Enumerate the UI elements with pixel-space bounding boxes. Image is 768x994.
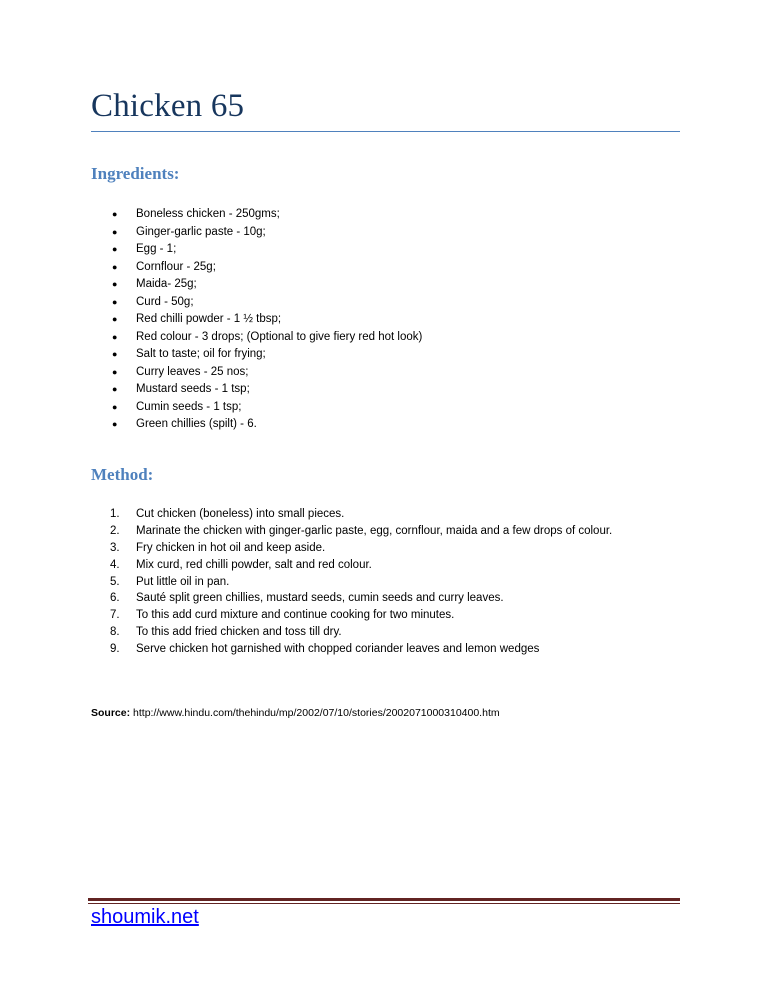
bullet-icon: ●: [112, 366, 118, 377]
method-list: [108, 506, 612, 658]
ingredients-list: [108, 206, 422, 434]
bullet-icon: ●: [112, 401, 118, 412]
step-number: 4.: [110, 558, 120, 571]
ingredient-text: Curd - 50g;: [136, 295, 194, 308]
step-text: To this add curd mixture and continue cooking for two minutes.: [136, 609, 455, 622]
ingredient-text: Egg - 1;: [136, 243, 177, 255]
title-divider: [91, 131, 680, 132]
bullet-icon: ●: [112, 349, 118, 359]
step-text: Serve chicken hot garnished with chopped coriander leaves and lemon wedges: [136, 643, 540, 656]
ingredient-item: [108, 381, 422, 399]
ingredient-text: Salt to taste; oil for frying;: [136, 348, 266, 360]
bullet-icon: ●: [112, 226, 118, 237]
footer-divider-thin: [88, 903, 680, 904]
ingredient-item: [108, 311, 422, 329]
ingredient-item: [108, 241, 422, 259]
method-step: [108, 523, 612, 540]
step-number: 3.: [110, 541, 120, 554]
step-number: 6.: [110, 592, 120, 605]
ingredient-text: Cumin seeds - 1 tsp;: [136, 400, 242, 413]
ingredient-item: [108, 346, 422, 364]
bullet-icon: ●: [112, 331, 118, 342]
ingredient-item: [108, 294, 422, 312]
bullet-icon: ●: [112, 314, 118, 324]
method-step: [108, 607, 612, 624]
method-step: [108, 590, 612, 607]
ingredient-text: Cornflour - 25g;: [136, 260, 216, 273]
ingredient-text: Curry leaves - 25 nos;: [136, 365, 249, 378]
step-text: Fry chicken in hot oil and keep aside.: [136, 541, 326, 554]
step-number: 2.: [110, 524, 120, 537]
page-title: Chicken 65: [91, 88, 245, 124]
method-heading: Method:: [91, 465, 154, 484]
footer-site-link[interactable]: shoumik.net: [91, 906, 199, 928]
step-text: Put little oil in pan.: [136, 575, 230, 588]
bullet-icon: ●: [112, 244, 118, 254]
bullet-icon: ●: [112, 261, 118, 272]
ingredients-heading: Ingredients:: [91, 164, 180, 183]
bullet-icon: ●: [112, 209, 118, 219]
ingredient-item: [108, 276, 422, 294]
step-text: Cut chicken (boneless) into small pieces.: [136, 508, 345, 520]
bullet-icon: ●: [112, 279, 118, 289]
ingredient-item: [108, 416, 422, 434]
method-step: [108, 557, 612, 574]
step-number: 9.: [110, 643, 120, 656]
ingredient-item: [108, 329, 422, 347]
method-step: [108, 540, 612, 557]
ingredient-text: Red colour - 3 drops; (Optional to give fiery red hot look): [136, 330, 423, 343]
ingredient-text: Ginger-garlic paste - 10g;: [136, 225, 266, 238]
method-step: [108, 574, 612, 591]
method-step: [108, 624, 612, 641]
ingredient-text: Mustard seeds - 1 tsp;: [136, 383, 250, 395]
source-line: [91, 707, 500, 719]
step-number: 5.: [110, 575, 120, 588]
method-step: [108, 506, 612, 523]
bullet-icon: ●: [112, 296, 118, 307]
bullet-icon: ●: [112, 384, 118, 394]
ingredient-item: [108, 224, 422, 242]
ingredient-item: [108, 206, 422, 224]
bullet-icon: ●: [112, 419, 118, 429]
step-number: 1.: [110, 508, 120, 520]
source-url: http://www.hindu.com/thehindu/mp/2002/07/10/stories/2002071000310400.htm: [133, 707, 500, 719]
ingredient-text: Green chillies (spilt) - 6.: [136, 418, 257, 430]
footer-divider-thick: [88, 898, 680, 901]
ingredient-text: Maida- 25g;: [136, 278, 197, 290]
step-number: 8.: [110, 626, 120, 639]
step-number: 7.: [110, 609, 120, 622]
step-text: Sauté split green chillies, mustard seeds, cumin seeds and curry leaves.: [136, 592, 504, 605]
step-text: Marinate the chicken with ginger-garlic paste, egg, cornflour, maida and a few drops of colour.: [136, 524, 613, 537]
ingredient-item: [108, 259, 422, 277]
source-label: Source:: [91, 707, 131, 719]
ingredient-text: Red chilli powder - 1 ½ tbsp;: [136, 313, 282, 325]
ingredient-text: Boneless chicken - 250gms;: [136, 208, 280, 220]
step-text: Mix curd, red chilli powder, salt and red colour.: [136, 558, 372, 571]
step-text: To this add fried chicken and toss till dry.: [136, 626, 342, 639]
ingredient-item: [108, 399, 422, 417]
method-step: [108, 641, 612, 658]
ingredient-item: [108, 364, 422, 382]
